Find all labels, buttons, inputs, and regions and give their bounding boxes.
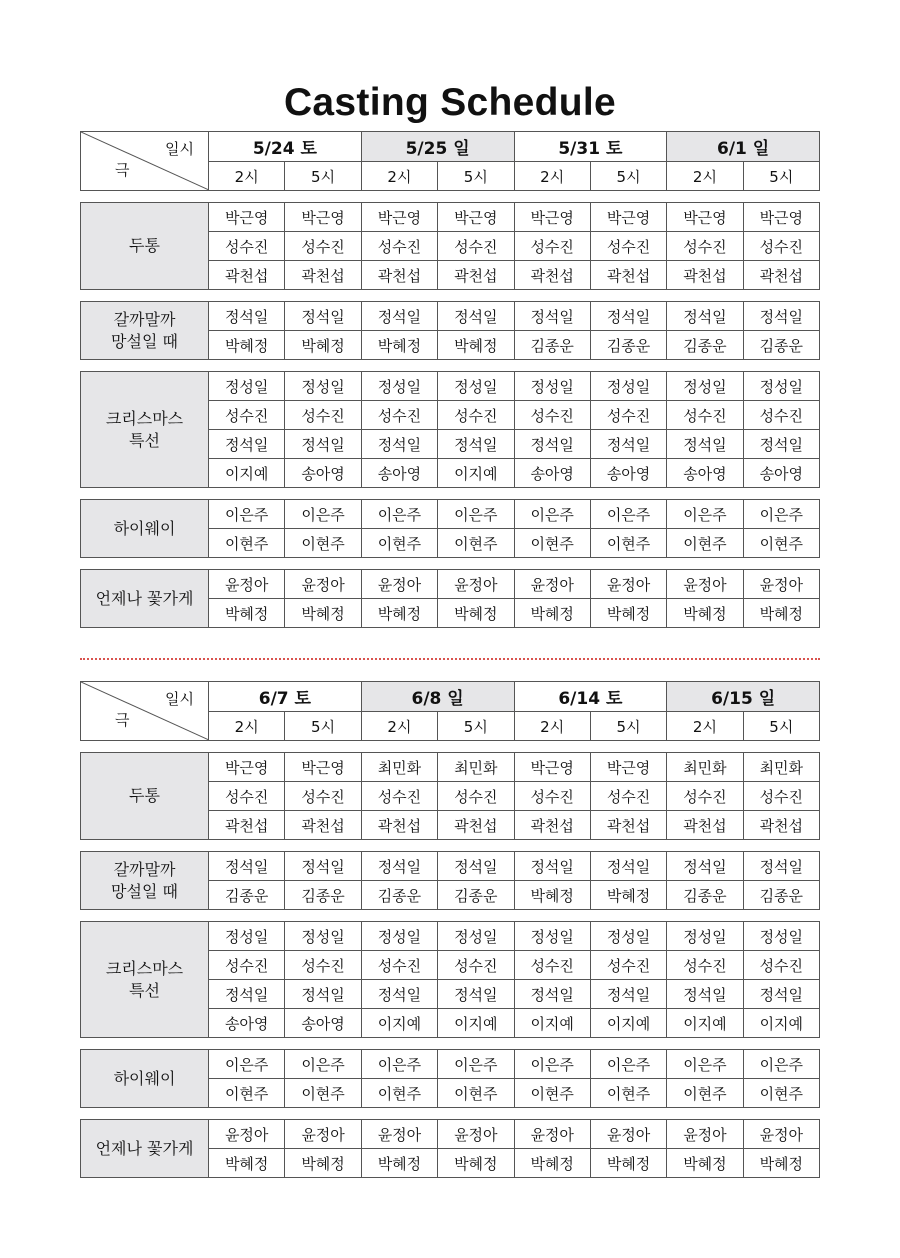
play-block [80, 569, 820, 628]
actor-cell: 윤정아 [361, 570, 437, 599]
time-header: 5시 [590, 162, 666, 191]
actor-cell: 정석일 [590, 852, 666, 881]
actor-cell: 성수진 [667, 401, 743, 430]
play-block [80, 1049, 820, 1108]
actor-cell: 성수진 [590, 782, 666, 811]
play-block [80, 499, 820, 558]
actor-cell: 성수진 [743, 401, 819, 430]
cast-table [80, 499, 820, 558]
cast-row [81, 1120, 820, 1149]
actor-cell: 이현주 [285, 1079, 361, 1108]
actor-cell: 송아영 [514, 459, 590, 488]
actor-cell: 정석일 [361, 980, 437, 1009]
actor-cell: 이현주 [361, 529, 437, 558]
actor-cell: 윤정아 [667, 1120, 743, 1149]
actor-cell: 정석일 [667, 302, 743, 331]
actor-cell: 최민화 [361, 753, 437, 782]
cast-row [81, 753, 820, 782]
date-header: 6/1 일 [667, 132, 820, 162]
actor-cell: 박혜정 [361, 1149, 437, 1178]
actor-cell: 정석일 [438, 852, 514, 881]
actor-cell: 정석일 [361, 430, 437, 459]
actor-cell: 성수진 [285, 401, 361, 430]
actor-cell: 곽천섭 [514, 261, 590, 290]
play-block [80, 1119, 820, 1178]
play-name [81, 372, 209, 488]
actor-cell: 정성일 [514, 372, 590, 401]
actor-cell: 정석일 [590, 430, 666, 459]
actor-cell: 성수진 [361, 782, 437, 811]
actor-cell: 정석일 [209, 852, 285, 881]
actor-cell: 정석일 [285, 852, 361, 881]
actor-cell: 최민화 [743, 753, 819, 782]
actor-cell: 성수진 [209, 782, 285, 811]
actor-cell: 정성일 [209, 922, 285, 951]
actor-cell: 박근영 [209, 753, 285, 782]
actor-cell: 박근영 [514, 753, 590, 782]
cast-row [81, 372, 820, 401]
time-header: 5시 [285, 712, 361, 741]
actor-cell: 성수진 [209, 951, 285, 980]
actor-cell: 박근영 [590, 753, 666, 782]
actor-cell: 곽천섭 [667, 261, 743, 290]
actor-cell: 이은주 [285, 500, 361, 529]
actor-cell: 정석일 [438, 430, 514, 459]
actor-cell: 곽천섭 [590, 261, 666, 290]
header-corner-cell [81, 132, 209, 191]
actor-cell: 이현주 [285, 529, 361, 558]
date-header: 5/31 토 [514, 132, 667, 162]
actor-cell: 이은주 [438, 500, 514, 529]
actor-cell: 김종운 [209, 881, 285, 910]
actor-cell: 이은주 [285, 1050, 361, 1079]
actor-cell: 이지예 [209, 459, 285, 488]
actor-cell: 박혜정 [667, 599, 743, 628]
actor-cell: 김종운 [590, 331, 666, 360]
actor-cell: 성수진 [743, 782, 819, 811]
actor-cell: 윤정아 [667, 570, 743, 599]
schedule-week-2 [80, 681, 820, 1178]
actor-cell: 정석일 [209, 980, 285, 1009]
actor-cell: 박혜정 [590, 1149, 666, 1178]
actor-cell: 곽천섭 [667, 811, 743, 840]
actor-cell: 박혜정 [438, 331, 514, 360]
actor-cell: 정석일 [361, 852, 437, 881]
time-header: 5시 [438, 712, 514, 741]
actor-cell: 최민화 [667, 753, 743, 782]
cast-row [81, 1050, 820, 1079]
actor-cell: 이은주 [590, 1050, 666, 1079]
play-name [81, 500, 209, 558]
actor-cell: 이지예 [438, 1009, 514, 1038]
cast-table [80, 202, 820, 290]
cast-table [80, 1119, 820, 1178]
actor-cell: 정석일 [743, 980, 819, 1009]
actor-cell: 성수진 [285, 951, 361, 980]
actor-cell: 성수진 [209, 401, 285, 430]
actor-cell: 윤정아 [209, 570, 285, 599]
actor-cell: 박혜정 [590, 881, 666, 910]
actor-cell: 정성일 [361, 922, 437, 951]
actor-cell: 윤정아 [590, 1120, 666, 1149]
play-name-line: 언제나 꽃가게 [95, 588, 194, 608]
actor-cell: 곽천섭 [590, 811, 666, 840]
actor-cell: 김종운 [438, 881, 514, 910]
actor-cell: 정성일 [743, 922, 819, 951]
actor-cell: 이현주 [209, 529, 285, 558]
play-name-line: 갈까말까 [113, 859, 176, 879]
play-name [81, 302, 209, 360]
actor-cell: 정성일 [285, 372, 361, 401]
play-block [80, 851, 820, 910]
actor-cell: 이은주 [514, 1050, 590, 1079]
actor-cell: 박혜정 [209, 331, 285, 360]
actor-cell: 이지예 [514, 1009, 590, 1038]
actor-cell: 박혜정 [438, 1149, 514, 1178]
actor-cell: 성수진 [514, 401, 590, 430]
play-name-line: 하이웨이 [113, 518, 176, 538]
actor-cell: 박혜정 [285, 1149, 361, 1178]
actor-cell: 성수진 [361, 401, 437, 430]
play-block [80, 301, 820, 360]
actor-cell: 정석일 [209, 430, 285, 459]
play-name-line: 크리스마스 [105, 408, 184, 428]
actor-cell: 이현주 [438, 529, 514, 558]
actor-cell: 정성일 [209, 372, 285, 401]
actor-cell: 성수진 [514, 232, 590, 261]
actor-cell: 성수진 [438, 951, 514, 980]
time-header: 2시 [514, 712, 590, 741]
play-name [81, 753, 209, 840]
actor-cell: 윤정아 [743, 570, 819, 599]
play-name-line: 특선 [129, 430, 160, 450]
actor-cell: 정성일 [438, 372, 514, 401]
actor-cell: 곽천섭 [361, 261, 437, 290]
play-block [80, 921, 820, 1038]
actor-cell: 성수진 [361, 232, 437, 261]
actor-cell: 박혜정 [514, 1149, 590, 1178]
date-axis-label: 일시 [165, 690, 194, 708]
actor-cell: 성수진 [438, 232, 514, 261]
actor-cell: 박혜정 [361, 331, 437, 360]
actor-cell: 성수진 [438, 401, 514, 430]
actor-cell: 윤정아 [514, 570, 590, 599]
play-axis-label: 극 [115, 711, 130, 729]
play-name-line: 크리스마스 [105, 958, 184, 978]
actor-cell: 이은주 [209, 500, 285, 529]
date-header: 5/25 일 [361, 132, 514, 162]
actor-cell: 박근영 [285, 753, 361, 782]
header-corner-cell [81, 682, 209, 741]
actor-cell: 이지예 [438, 459, 514, 488]
actor-cell: 정석일 [514, 302, 590, 331]
actor-cell: 정석일 [438, 980, 514, 1009]
actor-cell: 이현주 [514, 1079, 590, 1108]
actor-cell: 정석일 [438, 302, 514, 331]
date-axis-label: 일시 [165, 140, 194, 158]
actor-cell: 박혜정 [743, 1149, 819, 1178]
actor-cell: 윤정아 [209, 1120, 285, 1149]
actor-cell: 정석일 [667, 430, 743, 459]
actor-cell: 이현주 [743, 1079, 819, 1108]
actor-cell: 윤정아 [438, 570, 514, 599]
actor-cell: 이은주 [667, 1050, 743, 1079]
actor-cell: 이현주 [514, 529, 590, 558]
play-name-line: 두통 [129, 786, 160, 805]
time-header: 2시 [361, 162, 437, 191]
actor-cell: 이은주 [438, 1050, 514, 1079]
actor-cell: 박혜정 [285, 599, 361, 628]
cast-table [80, 569, 820, 628]
play-name-line: 망설일 때 [111, 331, 178, 351]
actor-cell: 김종운 [667, 331, 743, 360]
date-header: 6/7 토 [209, 682, 362, 712]
actor-cell: 이은주 [743, 1050, 819, 1079]
section-divider [80, 658, 820, 660]
actor-cell: 박근영 [667, 203, 743, 232]
schedule-week-1 [80, 131, 820, 628]
play-name-line: 하이웨이 [113, 1068, 176, 1088]
actor-cell: 김종운 [743, 331, 819, 360]
play-name-line: 두통 [129, 236, 160, 255]
play-name [81, 203, 209, 290]
date-header: 5/24 토 [209, 132, 362, 162]
actor-cell: 정석일 [285, 980, 361, 1009]
actor-cell: 성수진 [667, 951, 743, 980]
actor-cell: 윤정아 [590, 570, 666, 599]
date-header: 6/14 토 [514, 682, 667, 712]
cast-table [80, 921, 820, 1038]
play-axis-label: 극 [115, 161, 130, 179]
actor-cell: 정석일 [590, 980, 666, 1009]
actor-cell: 정석일 [514, 430, 590, 459]
actor-cell: 김종운 [743, 881, 819, 910]
actor-cell: 성수진 [514, 782, 590, 811]
actor-cell: 성수진 [667, 232, 743, 261]
cast-row [81, 302, 820, 331]
actor-cell: 윤정아 [514, 1120, 590, 1149]
actor-cell: 박혜정 [438, 599, 514, 628]
actor-cell: 송아영 [209, 1009, 285, 1038]
actor-cell: 박근영 [285, 203, 361, 232]
actor-cell: 박혜정 [514, 599, 590, 628]
actor-cell: 박혜정 [209, 599, 285, 628]
actor-cell: 이현주 [667, 529, 743, 558]
play-name-line: 갈까말까 [113, 309, 176, 329]
actor-cell: 곽천섭 [209, 261, 285, 290]
actor-cell: 정석일 [285, 430, 361, 459]
actor-cell: 박근영 [590, 203, 666, 232]
actor-cell: 성수진 [590, 232, 666, 261]
actor-cell: 곽천섭 [438, 811, 514, 840]
actor-cell: 박혜정 [667, 1149, 743, 1178]
actor-cell: 박혜정 [209, 1149, 285, 1178]
actor-cell: 성수진 [590, 951, 666, 980]
actor-cell: 이은주 [667, 500, 743, 529]
actor-cell: 성수진 [743, 951, 819, 980]
schedule-header [80, 131, 820, 191]
time-header: 2시 [361, 712, 437, 741]
actor-cell: 곽천섭 [743, 811, 819, 840]
actor-cell: 정성일 [590, 922, 666, 951]
actor-cell: 이은주 [361, 1050, 437, 1079]
time-header: 2시 [667, 712, 743, 741]
actor-cell: 박혜정 [514, 881, 590, 910]
actor-cell: 정석일 [743, 852, 819, 881]
time-header: 5시 [590, 712, 666, 741]
actor-cell: 정성일 [285, 922, 361, 951]
actor-cell: 최민화 [438, 753, 514, 782]
actor-cell: 이현주 [438, 1079, 514, 1108]
actor-cell: 윤정아 [438, 1120, 514, 1149]
cast-table [80, 1049, 820, 1108]
actor-cell: 박혜정 [590, 599, 666, 628]
actor-cell: 송아영 [361, 459, 437, 488]
time-header: 2시 [667, 162, 743, 191]
actor-cell: 정성일 [743, 372, 819, 401]
actor-cell: 이현주 [743, 529, 819, 558]
schedule-header [80, 681, 820, 741]
play-name-line: 언제나 꽃가게 [95, 1138, 194, 1158]
time-header: 5시 [743, 712, 819, 741]
actor-cell: 성수진 [285, 782, 361, 811]
cast-table [80, 301, 820, 360]
cast-row [81, 203, 820, 232]
actor-cell: 이현주 [209, 1079, 285, 1108]
actor-cell: 정석일 [514, 852, 590, 881]
actor-cell: 이지예 [743, 1009, 819, 1038]
actor-cell: 송아영 [667, 459, 743, 488]
actor-cell: 윤정아 [285, 1120, 361, 1149]
actor-cell: 이현주 [590, 529, 666, 558]
actor-cell: 정석일 [667, 852, 743, 881]
actor-cell: 성수진 [667, 782, 743, 811]
date-header: 6/8 일 [361, 682, 514, 712]
cast-table [80, 371, 820, 488]
actor-cell: 이현주 [590, 1079, 666, 1108]
actor-cell: 박근영 [209, 203, 285, 232]
actor-cell: 정석일 [514, 980, 590, 1009]
actor-cell: 정성일 [667, 922, 743, 951]
play-name [81, 570, 209, 628]
actor-cell: 곽천섭 [361, 811, 437, 840]
actor-cell: 이지예 [667, 1009, 743, 1038]
actor-cell: 윤정아 [361, 1120, 437, 1149]
actor-cell: 곽천섭 [285, 261, 361, 290]
actor-cell: 정성일 [514, 922, 590, 951]
actor-cell: 박근영 [743, 203, 819, 232]
actor-cell: 윤정아 [743, 1120, 819, 1149]
actor-cell: 성수진 [743, 232, 819, 261]
actor-cell: 이은주 [514, 500, 590, 529]
actor-cell: 김종운 [514, 331, 590, 360]
time-header: 5시 [438, 162, 514, 191]
actor-cell: 성수진 [438, 782, 514, 811]
cast-row [81, 570, 820, 599]
actor-cell: 이은주 [209, 1050, 285, 1079]
play-name [81, 922, 209, 1038]
time-header: 2시 [209, 162, 285, 191]
actor-cell: 김종운 [361, 881, 437, 910]
actor-cell: 송아영 [285, 459, 361, 488]
play-block [80, 202, 820, 290]
actor-cell: 곽천섭 [514, 811, 590, 840]
play-name [81, 1120, 209, 1178]
actor-cell: 성수진 [209, 232, 285, 261]
play-name [81, 852, 209, 910]
actor-cell: 정성일 [590, 372, 666, 401]
play-name [81, 1050, 209, 1108]
actor-cell: 이현주 [361, 1079, 437, 1108]
actor-cell: 박근영 [514, 203, 590, 232]
actor-cell: 박혜정 [361, 599, 437, 628]
cast-table [80, 851, 820, 910]
actor-cell: 곽천섭 [285, 811, 361, 840]
cast-table [80, 752, 820, 840]
time-header: 5시 [285, 162, 361, 191]
actor-cell: 곽천섭 [438, 261, 514, 290]
time-header: 2시 [514, 162, 590, 191]
actor-cell: 이현주 [667, 1079, 743, 1108]
actor-cell: 정석일 [285, 302, 361, 331]
actor-cell: 정석일 [743, 302, 819, 331]
cast-row [81, 922, 820, 951]
actor-cell: 성수진 [514, 951, 590, 980]
actor-cell: 윤정아 [285, 570, 361, 599]
actor-cell: 이지예 [361, 1009, 437, 1038]
actor-cell: 박근영 [438, 203, 514, 232]
play-name-line: 망설일 때 [111, 881, 178, 901]
date-header: 6/15 일 [667, 682, 820, 712]
page-title: Casting Schedule [283, 81, 617, 125]
time-header: 2시 [209, 712, 285, 741]
actor-cell: 정석일 [209, 302, 285, 331]
actor-cell: 송아영 [590, 459, 666, 488]
play-name-line: 특선 [129, 980, 160, 1000]
actor-cell: 김종운 [667, 881, 743, 910]
actor-cell: 성수진 [361, 951, 437, 980]
play-block [80, 752, 820, 840]
actor-cell: 이지예 [590, 1009, 666, 1038]
actor-cell: 송아영 [285, 1009, 361, 1038]
actor-cell: 정석일 [590, 302, 666, 331]
time-header: 5시 [743, 162, 819, 191]
actor-cell: 정석일 [743, 430, 819, 459]
actor-cell: 이은주 [743, 500, 819, 529]
actor-cell: 정석일 [667, 980, 743, 1009]
actor-cell: 김종운 [285, 881, 361, 910]
cast-row [81, 500, 820, 529]
actor-cell: 곽천섭 [743, 261, 819, 290]
actor-cell: 정성일 [361, 372, 437, 401]
actor-cell: 박근영 [361, 203, 437, 232]
cast-row [81, 852, 820, 881]
actor-cell: 성수진 [590, 401, 666, 430]
play-block [80, 371, 820, 488]
actor-cell: 정성일 [667, 372, 743, 401]
actor-cell: 박혜정 [285, 331, 361, 360]
actor-cell: 박혜정 [743, 599, 819, 628]
actor-cell: 이은주 [361, 500, 437, 529]
actor-cell: 정석일 [361, 302, 437, 331]
actor-cell: 정성일 [438, 922, 514, 951]
actor-cell: 송아영 [743, 459, 819, 488]
actor-cell: 이은주 [590, 500, 666, 529]
actor-cell: 성수진 [285, 232, 361, 261]
actor-cell: 곽천섭 [209, 811, 285, 840]
